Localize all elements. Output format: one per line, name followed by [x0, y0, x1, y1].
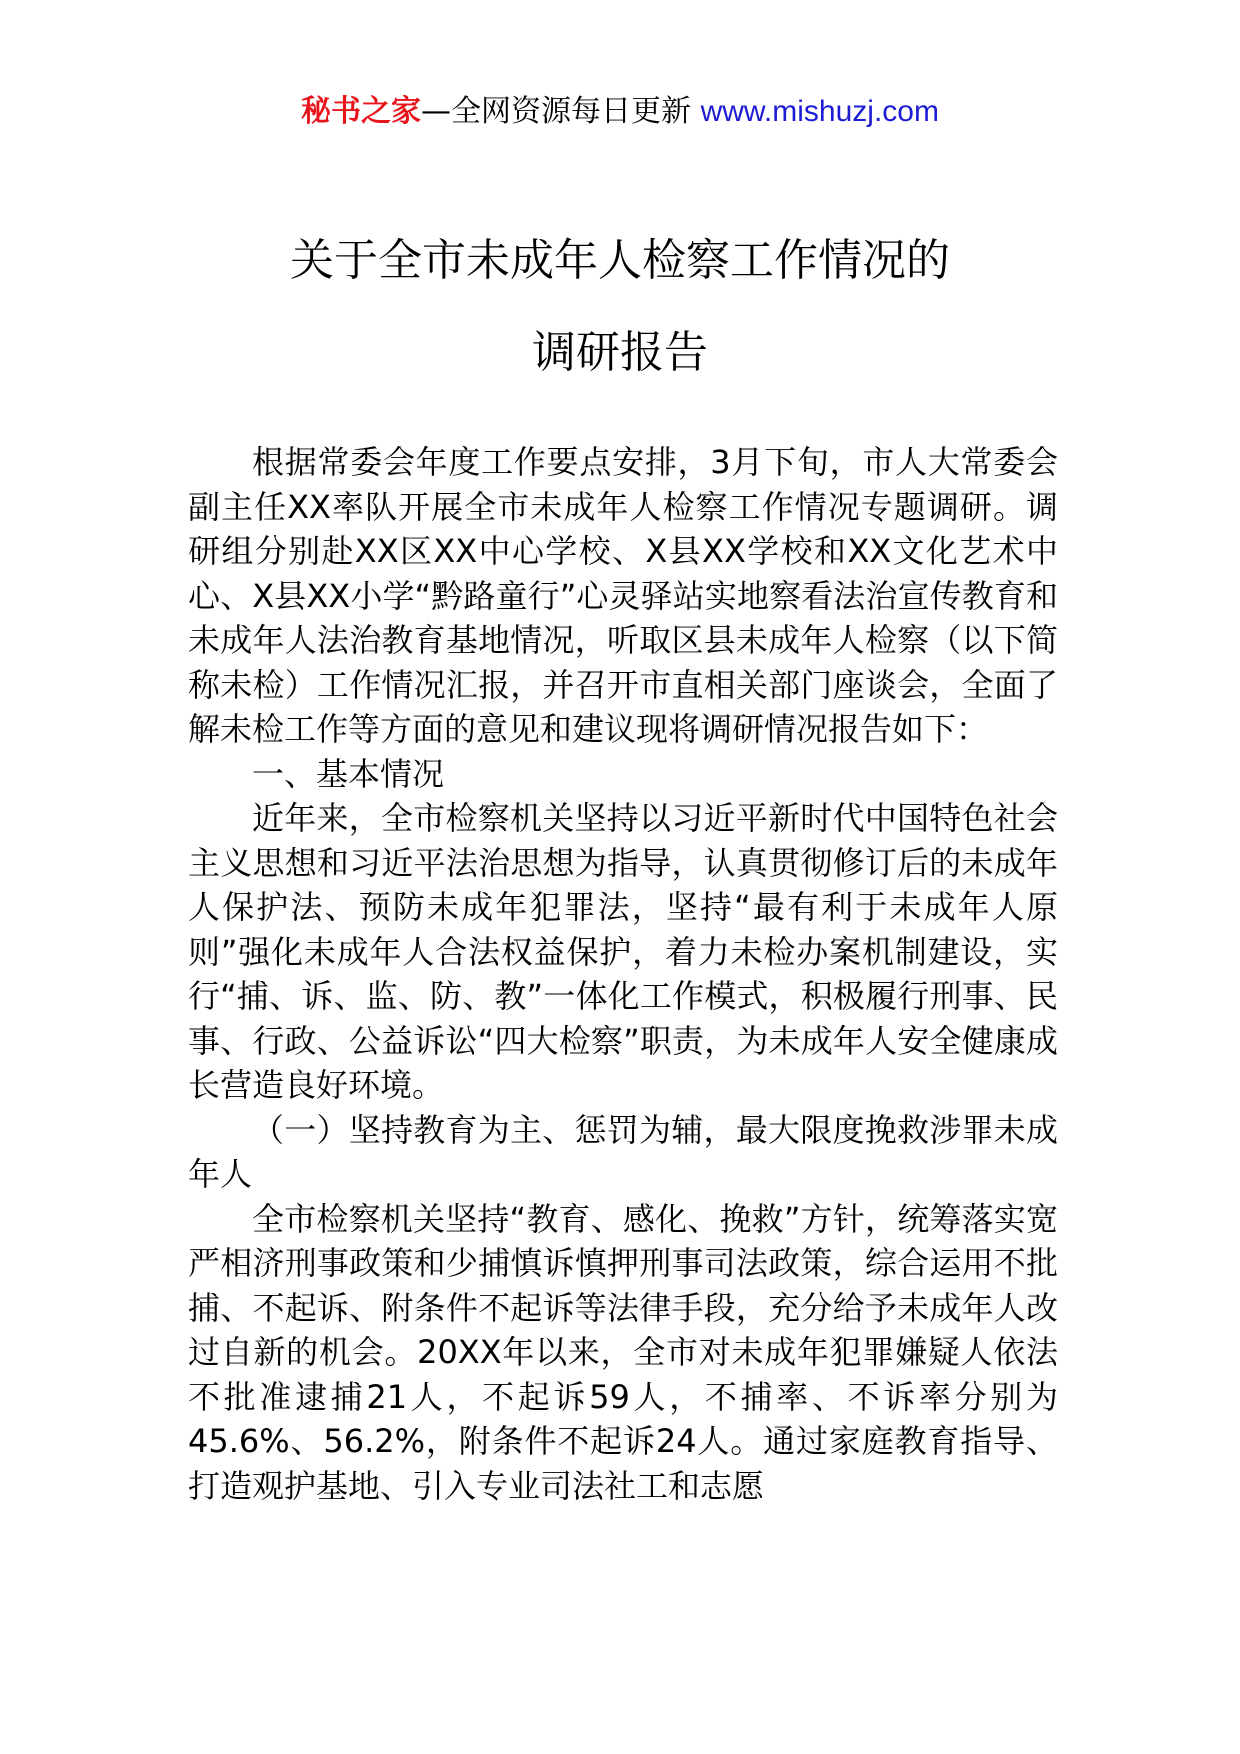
site-brand: 秘书之家 [301, 94, 422, 129]
site-url-link[interactable]: www.mishuzj.com [700, 95, 939, 128]
body-paragraph: 近年来，全市检察机关坚持以习近平新时代中国特色社会主义思想和习近平法治思想为指导，认真贯彻修订后的未成年人保护法、预防未成年犯罪法，坚持“最有利于未成年人原则”强化未成年人合法权益保护，着力未检办案机制建设，实行“捕、诉、监、防、教”一体化工作模式，积极履行刑事、民事、行政、公益诉讼“四大检察”职责，为未成年人安全健康成长营造良好环境。 [188, 799, 1058, 1104]
body-paragraph: 全市检察机关坚持“教育、感化、挽救”方针，统筹落实宽严相济刑事政策和少捕慎诉慎押刑事司法政策，综合运用不批捕、不起诉、附条件不起诉等法律手段，充分给予未成年人改过自新的机会。20XX年以来，全市对未成年犯罪嫌疑人依法不批准逮捕21人，不起诉59人，不捕率、不诉率分别为45.6%、56.2%，附条件不起诉24人。通过家庭教育指导、打造观护基地、引入专业司法社工和志愿 [188, 1199, 1058, 1505]
site-header [0, 92, 1240, 132]
document-body [188, 440, 1058, 1508]
document-title-line-1: 关于全市未成年人检察工作情况的 [290, 235, 950, 286]
site-tagline: —全网资源每日更新 [421, 94, 692, 129]
subsection-heading-1: （一）坚持教育为主、惩罚为辅，最大限度挽救涉罪未成年人 [188, 1110, 1058, 1193]
intro-paragraph: 根据常委会年度工作要点安排，3月下旬，市人大常委会副主任XX率队开展全市未成年人检察工作情况专题调研。调研组分别赴XX区XX中心学校、X县XX学校和XX文化艺术中心、X县XX小学“黔路童行”心灵驿站实地察看法治宣传教育和未成年人法治教育基地情况，听取区县未成年人检察（以下简称未检）工作情况汇报，并召开市直相关部门座谈会，全面了解未检工作等方面的意见和建议现将调研情况报告如下： [188, 443, 1058, 748]
section-heading-basic-situation: 一、基本情况 [252, 754, 445, 793]
document-title-line-2: 调研报告 [532, 327, 708, 378]
